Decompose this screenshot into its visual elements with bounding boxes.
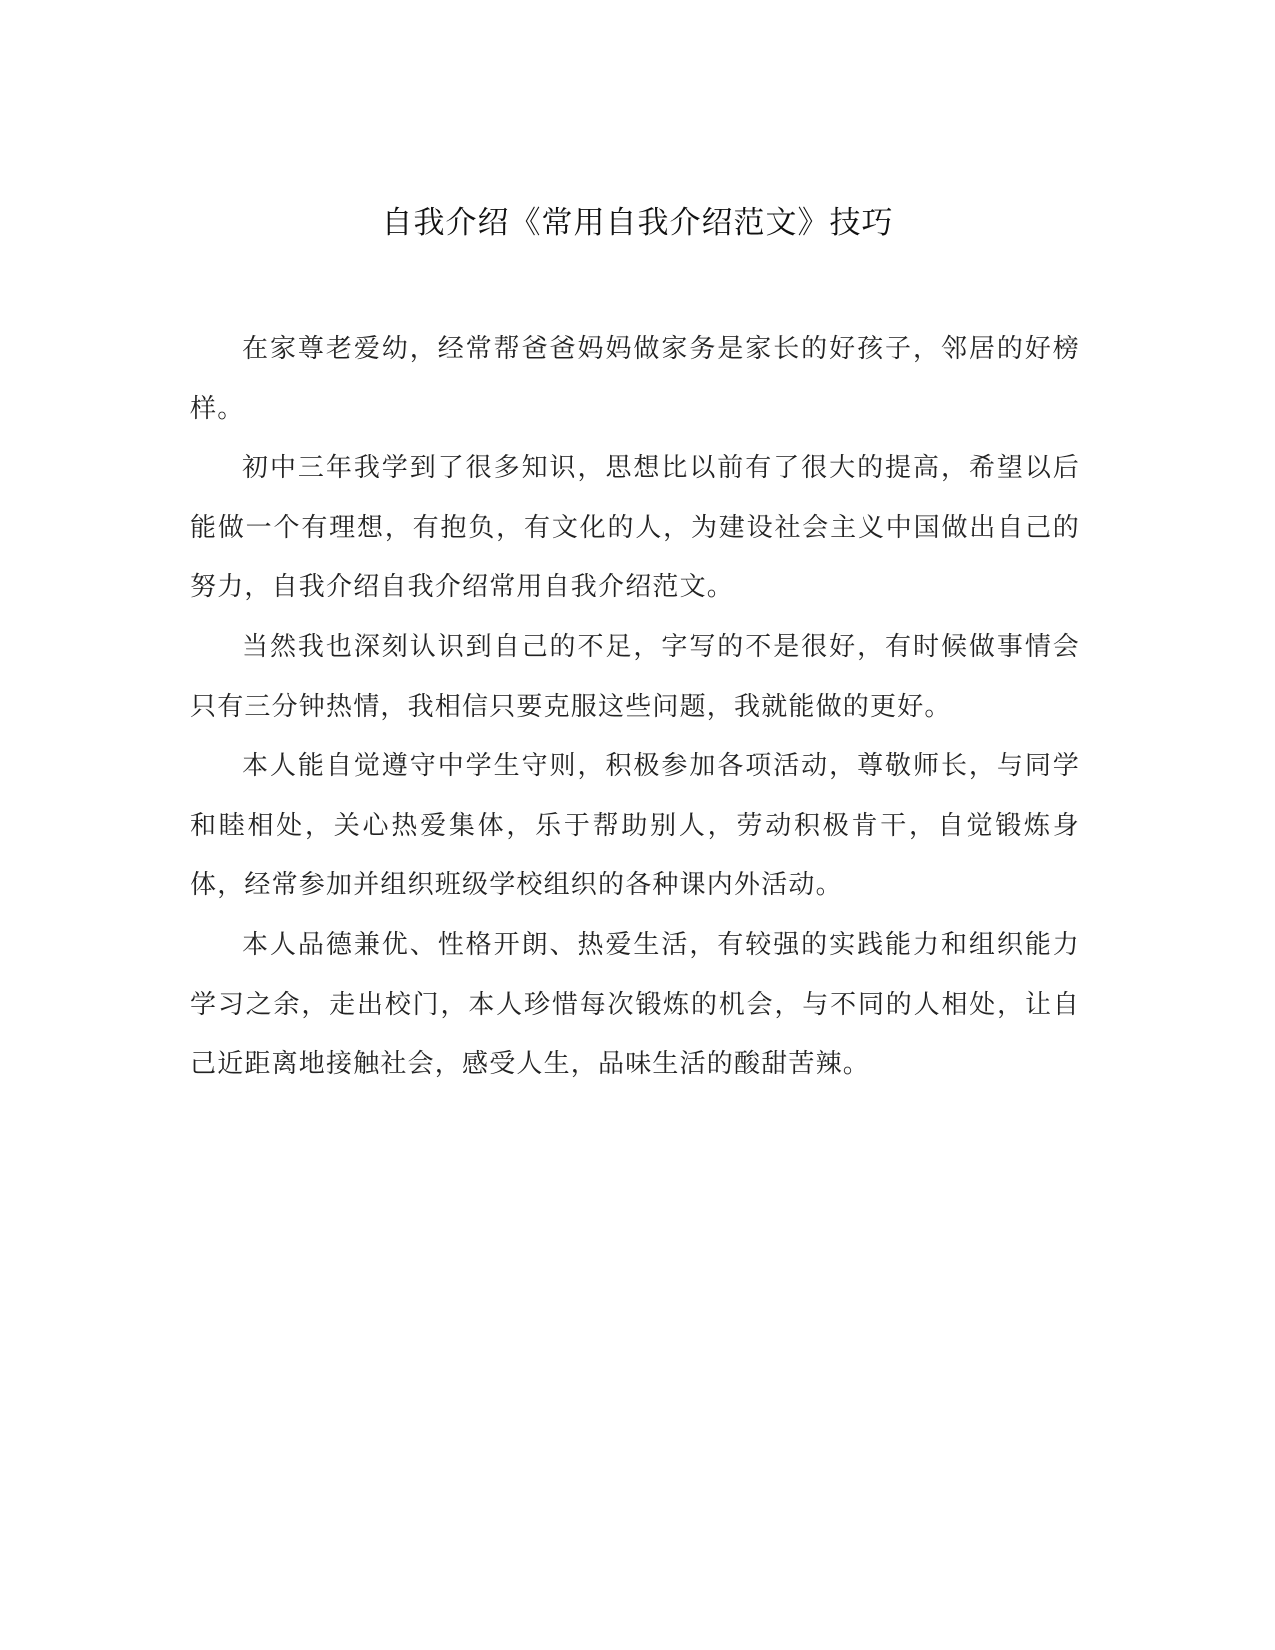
page-title: 自我介绍《常用自我介绍范文》技巧 xyxy=(381,205,894,241)
paragraph-2: 初中三年我学到了很多知识，思想比以前有了很大的提高，希望以后能做一个有理想，有抱负，有文化的人，为建设社会主义中国做出自己的努力，自我介绍自我介绍常用自我介绍范文。 xyxy=(190,453,1080,603)
paragraph-3: 当然我也深刻认识到自己的不足，字写的不是很好，有时候做事情会只有三分钟热情，我相信只要克服这些问题，我就能做的更好。 xyxy=(190,631,1080,722)
paragraph-4: 本人能自觉遵守中学生守则，积极参加各项活动，尊敬师长，与同学和睦相处，关心热爱集体，乐于帮助别人，劳动积极肯干，自觉锻炼身体，经常参加并组织班级学校组织的各种课内外活动。 xyxy=(190,751,1080,901)
document-body xyxy=(190,320,1080,1095)
paragraph-5: 本人品德兼优、性格开朗、热爱生活，有较强的实践能力和组织能力学习之余，走出校门，本人珍惜每次锻炼的机会，与不同的人相处，让自己近距离地接触社会，感受人生，品味生活的酸甜苦辣。 xyxy=(190,929,1080,1080)
paragraph-1: 在家尊老爱幼，经常帮爸爸妈妈做家务是家长的好孩子，邻居的好榜样。 xyxy=(190,334,1080,424)
